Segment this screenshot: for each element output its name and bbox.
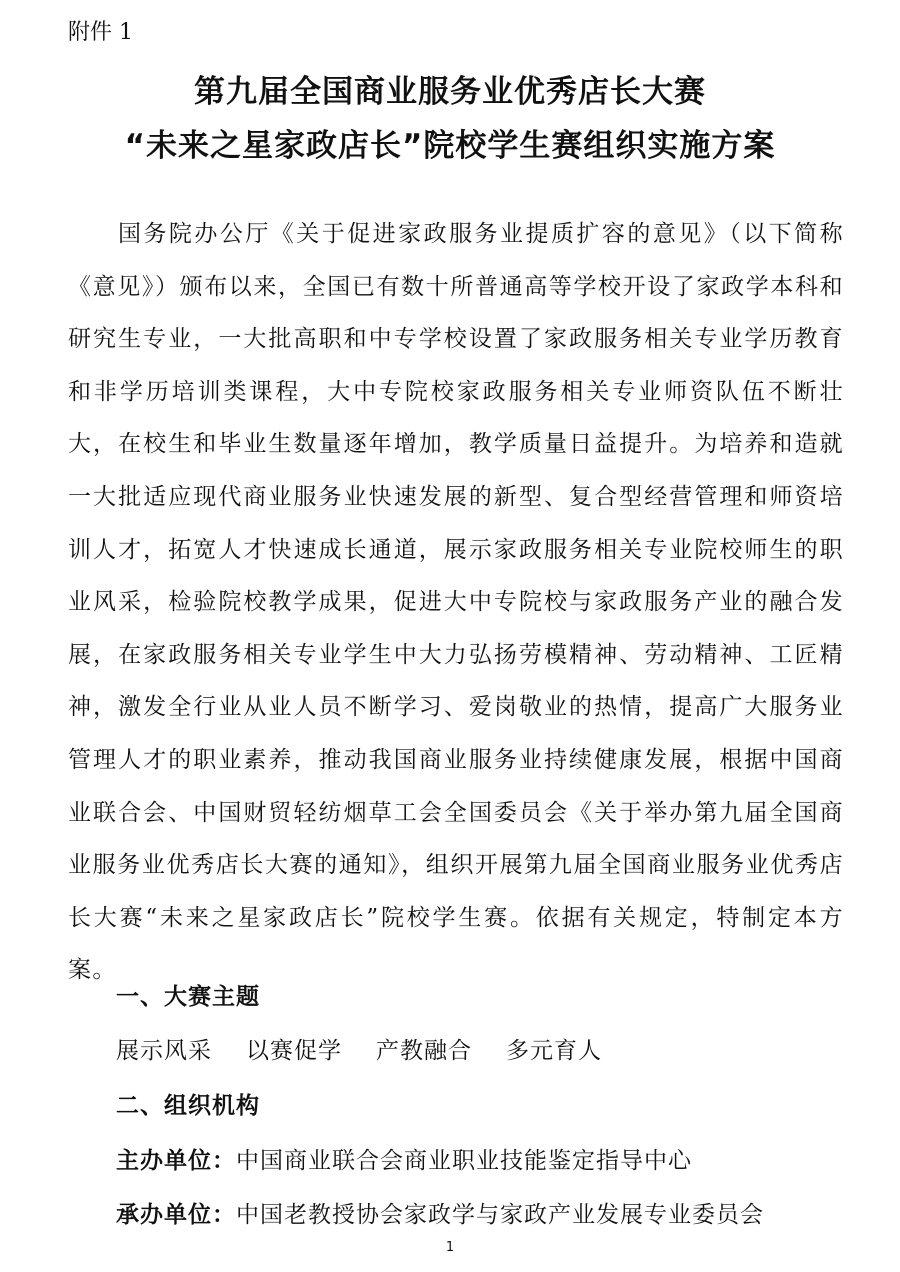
- theme-item: 展示风采: [116, 1038, 212, 1064]
- section-heading-theme: 一、大赛主题: [116, 984, 260, 1010]
- section-heading-organization: 二、组织机构: [116, 1093, 260, 1119]
- document-title-line1: 第九届全国商业服务业优秀店长大赛: [194, 74, 706, 110]
- theme-item: 多元育人: [506, 1038, 602, 1064]
- theme-item: 产教融合: [376, 1038, 472, 1064]
- host-unit-label: 主办单位：: [116, 1148, 236, 1174]
- organizer-unit-label: 承办单位：: [116, 1202, 236, 1228]
- attachment-label: 附件 1: [68, 20, 133, 45]
- intro-paragraph: 国务院办公厅《关于促进家政服务业提质扩容的意见》（以下简称《意见》）颁布以来，全国已有数十所普通高等学校开设了家政学本科和研究生专业，一大批高职和中专学校设置了家政服务相关专业学历教育和非学历培训类课程，大中专院校家政服务相关专业师资队伍不断壮大，在校生和毕业生数量逐年增加，教学质量日益提升。为培养和造就一大批适应现代商业服务业快速发展的新型、复合型经营管理和师资培训人才，拓宽人才快速成长通道，展示家政服务相关专业院校师生的职业风采，检验院校教学成果，促进大中专院校与家政服务产业的融合发展，在家政服务相关专业学生中大力弘扬劳模精神、劳动精神、工匠精神，激发全行业从业人员不断学习、爱岗敬业的热情，提高广大服务业管理人才的职业素养，推动我国商业服务业持续健康发展，根据中国商业联合会、中国财贸轻纺烟草工会全国委员会《关于举办第九届全国商业服务业优秀店长大赛的通知》，组织开展第九届全国商业服务业优秀店长大赛“未来之星家政店长”院校学生赛。依据有关规定，特制定本方案。: [68, 221, 844, 984]
- theme-list: [116, 1036, 636, 1066]
- theme-item: 以赛促学: [246, 1038, 342, 1064]
- document-title-line2: “未来之星家政店长”院校学生赛组织实施方案: [124, 128, 776, 164]
- host-unit-value: 中国商业联合会商业职业技能鉴定指导中心: [236, 1148, 692, 1174]
- host-unit-line: [116, 1146, 692, 1176]
- page-number: 1: [445, 1240, 455, 1255]
- organizer-unit-line: [116, 1200, 764, 1230]
- organizer-unit-value: 中国老教授协会家政学与家政产业发展专业委员会: [236, 1202, 764, 1228]
